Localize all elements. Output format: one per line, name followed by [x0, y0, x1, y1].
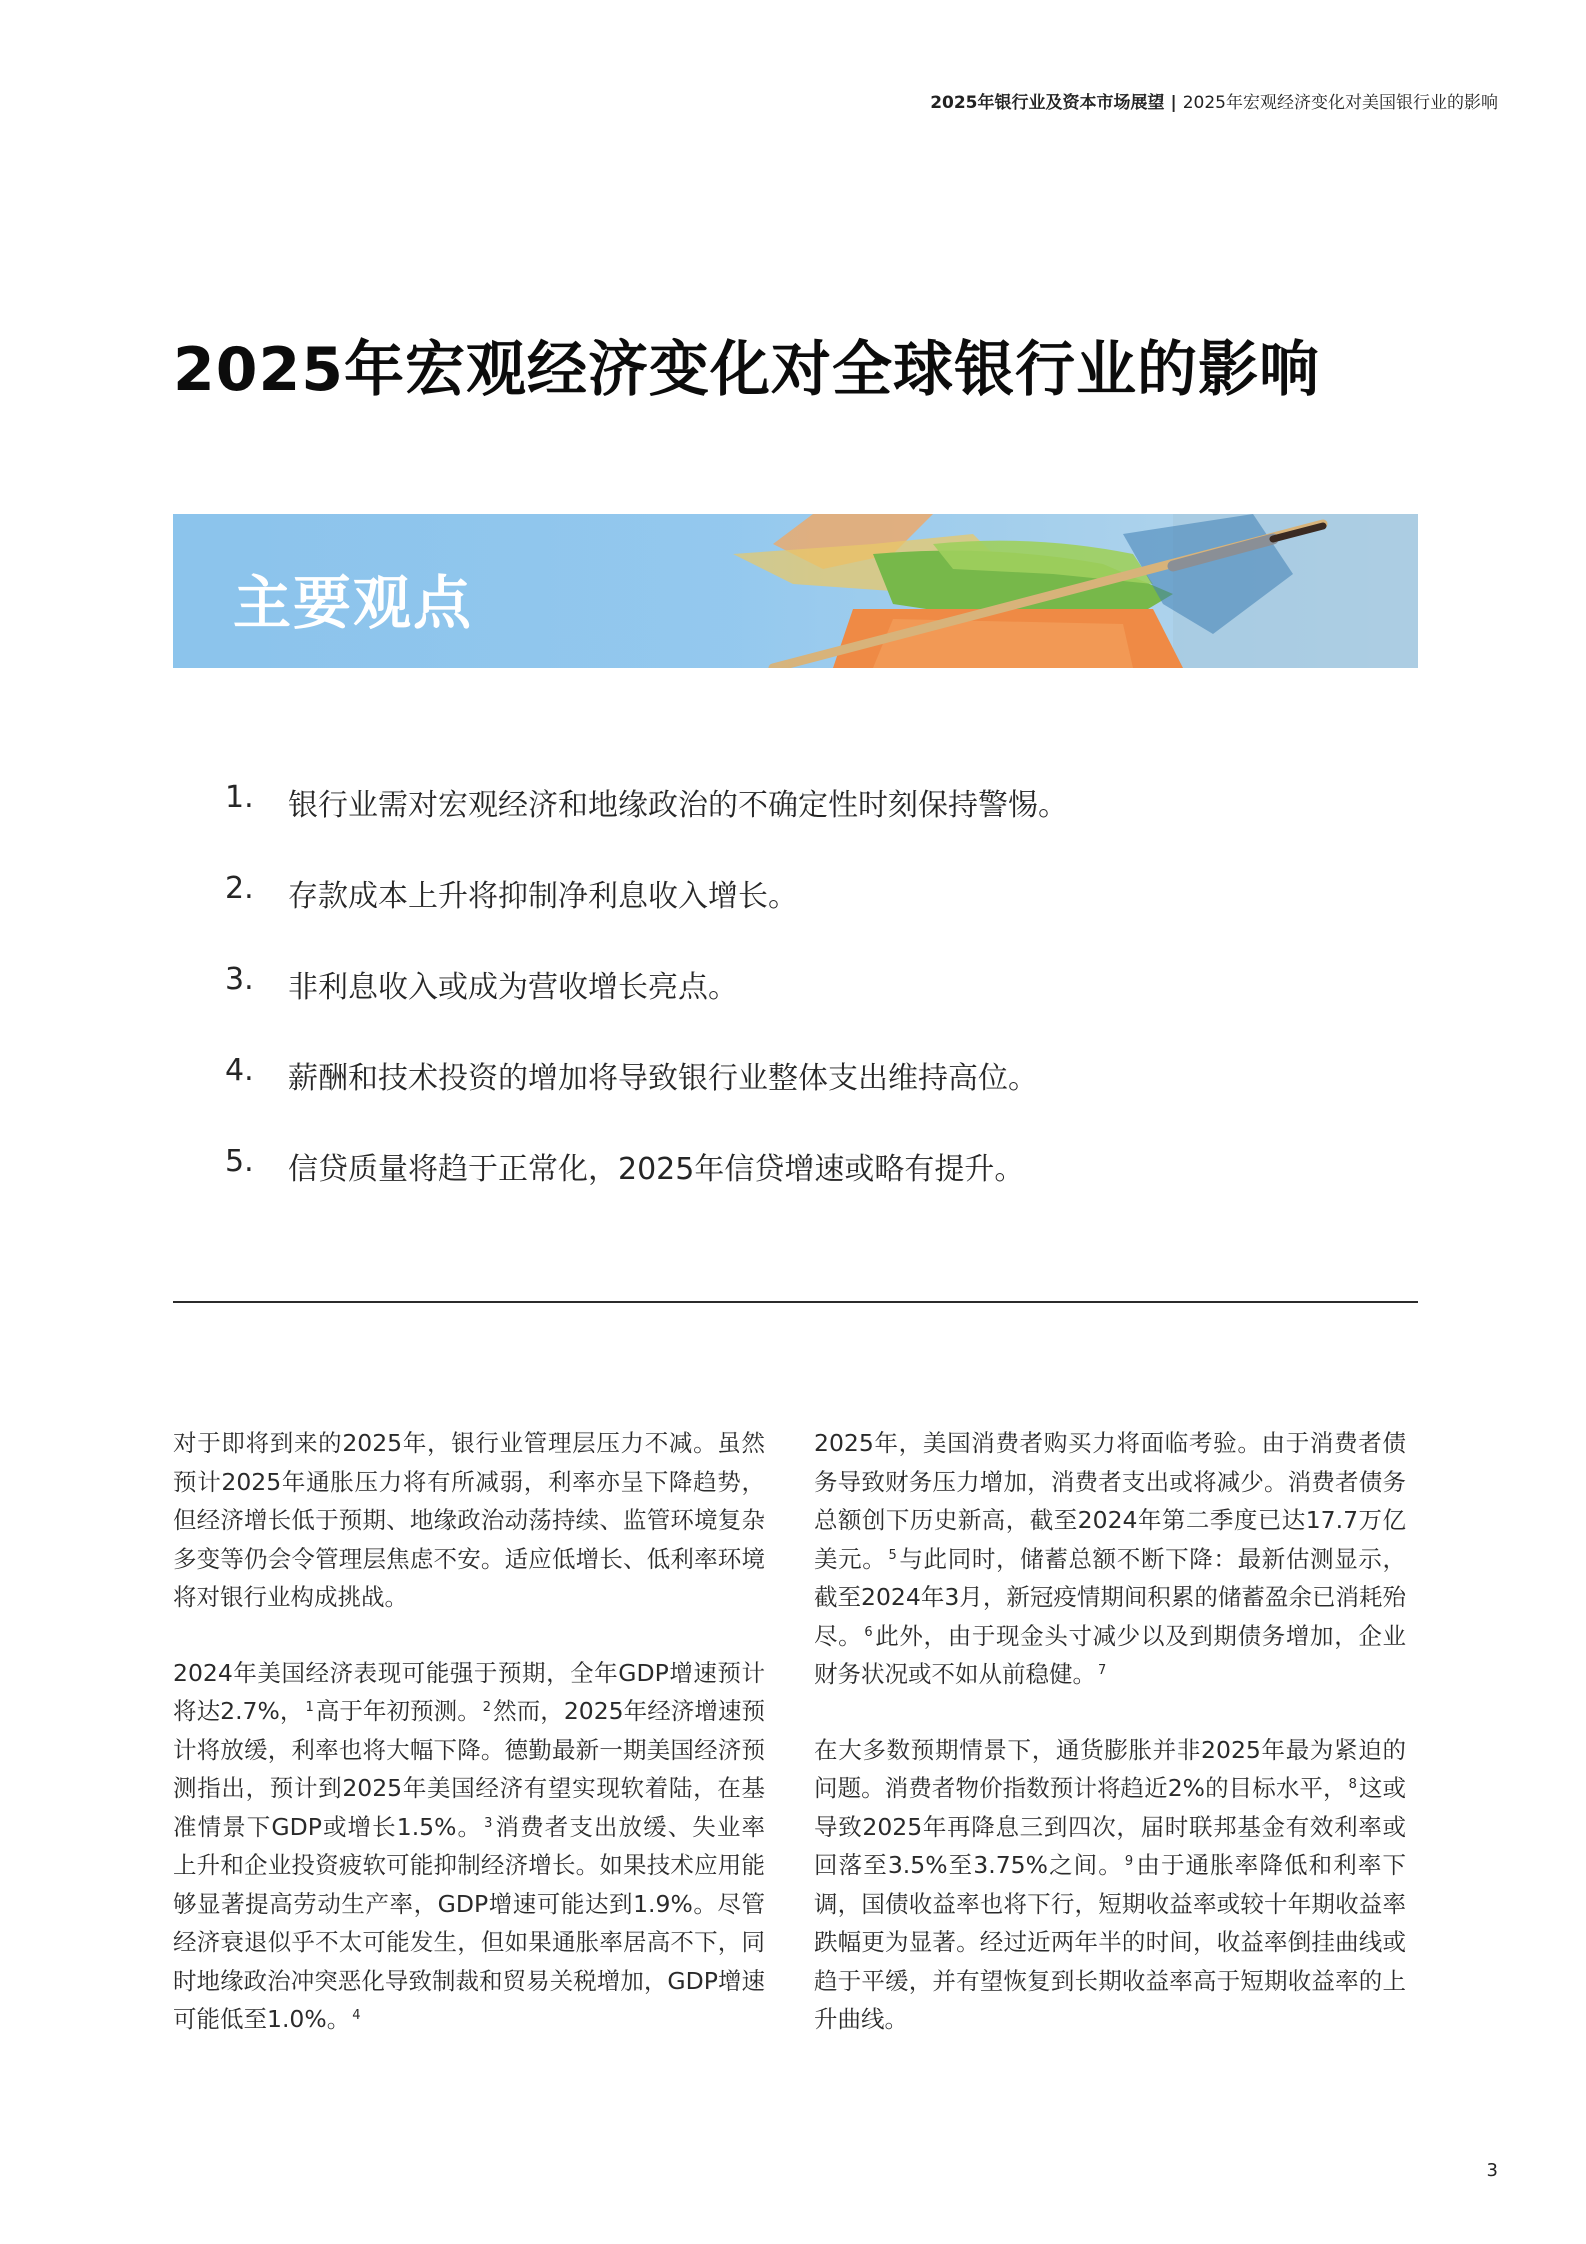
key-point-text: 非利息收入或成为营收增长亮点。 [288, 970, 738, 1005]
paragraph-text: 在大多数预期情景下，通货膨胀并非2025年最为紧迫的问题。消费者物价指数预计将趋近2%的目标水平， [814, 1735, 1406, 1802]
body-paragraph [173, 1424, 765, 1617]
footnote-ref[interactable]: 1 [305, 1700, 314, 1715]
paragraph-text: 与此同时，储蓄总额不断下降：最新估测显示，截至2024年3月，新冠疫情期间积累的储蓄盈余已消耗殆尽。 [814, 1544, 1407, 1650]
footnote-ref[interactable]: 8 [1348, 1777, 1357, 1792]
paragraph-text: 高于年初预测。 [315, 1697, 481, 1725]
paragraph-text: 此外，由于现金头寸减少以及到期债务增加，企业财务状况或不如从前稳健。 [814, 1621, 1407, 1688]
running-header [930, 88, 1498, 113]
footnote-ref[interactable]: 4 [352, 2008, 361, 2023]
section-divider [173, 1301, 1418, 1303]
body-paragraph [814, 1731, 1406, 2039]
key-point [225, 1053, 1068, 1144]
body-column-left [173, 1424, 765, 2076]
footnote-ref[interactable]: 5 [888, 1547, 897, 1563]
paragraph-text: 这或导致2025年再降息三到四次，届时联邦基金有效利率或回落至3.5%至3.75%之间。 [814, 1774, 1407, 1879]
footnote-ref[interactable]: 6 [864, 1624, 873, 1640]
key-points-banner [173, 514, 1418, 668]
key-point-number: 3. [225, 962, 254, 997]
key-point-number: 4. [225, 1053, 254, 1088]
paragraph-text: 消费者支出放缓、失业率上升和企业投资疲软可能抑制经济增长。如果技术应用能够显著提高劳动生产率，GDP增速可能达到1.9%。尽管经济衰退似乎不太可能发生，但如果通胀率居高不下，同时地缘政治冲突恶化导致制裁和贸易关税增加，GDP增速可能低至1.0%。 [173, 1812, 766, 2033]
paragraph-text: 然而，2025年经济增速预计将放缓，利率也将大幅下降。德勤最新一期美国经济预测指出，预计到2025年美国经济有望实现软着陆，在基准情景下GDP或增长1.5%。 [173, 1697, 766, 1841]
key-point [225, 1144, 1068, 1235]
banner-title: 主要观点 [233, 569, 474, 637]
paragraph-text: 由于通胀率降低和利率下调，国债收益率也将下行，短期收益率或较十年期收益率跌幅更为显著。经过近两年半的时间，收益率倒挂曲线或趋于平缓，并有望恢复到长期收益率高于短期收益率的上升曲线。 [814, 1851, 1407, 2033]
key-point-text: 薪酬和技术投资的增加将导致银行业整体支出维持高位。 [288, 1061, 1038, 1096]
footnote-ref[interactable]: 9 [1124, 1854, 1134, 1869]
section-title: 2025年宏观经济变化对美国银行业的影响 [1182, 93, 1498, 113]
body-paragraph [814, 1424, 1406, 1694]
footnote-ref[interactable]: 3 [484, 1815, 493, 1831]
paragraph-text: 对于即将到来的2025年，银行业管理层压力不减。虽然预计2025年通胀压力将有所减弱，利率亦呈下降趋势，但经济增长低于预期、地缘政治动荡持续、监管环境复杂多变等仍会令管理层焦虑不安。适应低增长、低利率环境将对银行业构成挑战。 [173, 1429, 765, 1611]
footnote-ref[interactable]: 2 [482, 1700, 492, 1715]
key-point-number: 1. [225, 780, 254, 815]
key-point-text: 信贷质量将趋于正常化，2025年信贷增速或略有提升。 [288, 1152, 1025, 1187]
key-point-text: 银行业需对宏观经济和地缘政治的不确定性时刻保持警惕。 [288, 788, 1068, 823]
key-point [225, 780, 1068, 871]
footnote-ref[interactable]: 7 [1098, 1663, 1107, 1678]
paragraph-text: 2024年美国经济表现可能强于预期，全年GDP增速预计将达2.7%， [173, 1658, 765, 1725]
key-point-number: 2. [225, 871, 254, 906]
paragraph-text: 2025年，美国消费者购买力将面临考验。由于消费者债务导致财务压力增加，消费者支出或将减少。消费者债务总额创下历史新高，截至2024年第二季度已达17.7万亿美元。 [814, 1429, 1406, 1573]
key-point [225, 962, 1068, 1053]
body-column-right [814, 1424, 1406, 2076]
report-title: 2025年银行业及资本市场展望 [930, 93, 1165, 113]
key-point-text: 存款成本上升将抑制净利息收入增长。 [288, 879, 798, 914]
page-title: 2025年宏观经济变化对全球银行业的影响 [173, 335, 1320, 405]
key-point [225, 871, 1068, 962]
page-number: 3 [1486, 2160, 1498, 2181]
key-points-list [225, 780, 1068, 1235]
header-separator: | [1170, 93, 1177, 113]
key-point-number: 5. [225, 1144, 254, 1179]
body-paragraph [173, 1654, 765, 2039]
